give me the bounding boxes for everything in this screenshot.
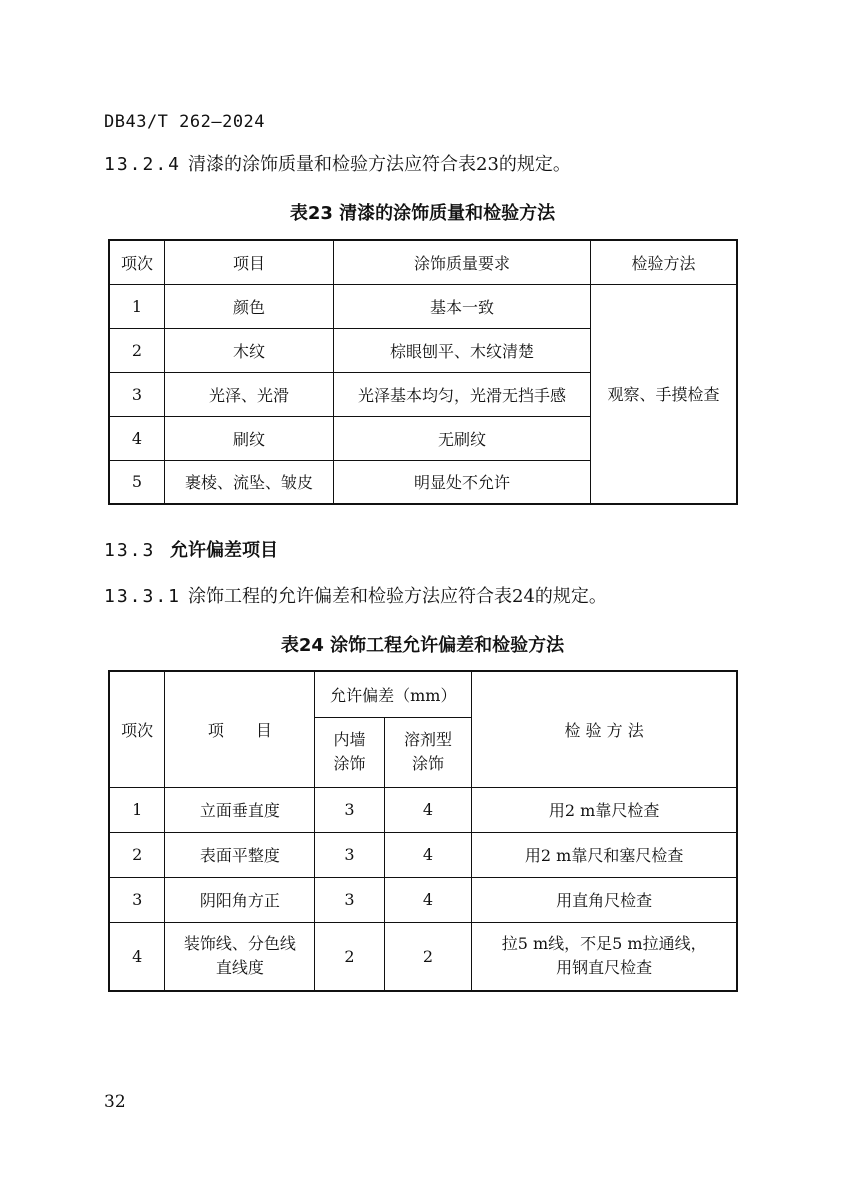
header-cell: 检 验 方 法 bbox=[472, 671, 737, 787]
header-cell: 项次 bbox=[109, 240, 165, 284]
header-cell: 项次 bbox=[109, 671, 165, 787]
row-solvent-value: 2 bbox=[384, 922, 472, 991]
table-header-row bbox=[109, 671, 737, 717]
inspection-method-cell: 观察、手摸检查 bbox=[591, 284, 738, 504]
row-number: 1 bbox=[109, 284, 165, 328]
row-requirement: 明显处不允许 bbox=[334, 460, 591, 504]
row-number: 1 bbox=[109, 787, 165, 832]
table-24 bbox=[108, 670, 738, 992]
header-cell: 涂饰质量要求 bbox=[334, 240, 591, 284]
row-requirement: 基本一致 bbox=[334, 284, 591, 328]
table-23-title: 表23 清漆的涂饰质量和检验方法 bbox=[289, 203, 556, 224]
item-line: 直线度 bbox=[215, 958, 264, 978]
row-method: 用2 m靠尺和塞尺检查 bbox=[472, 832, 737, 877]
row-requirement: 无刷纹 bbox=[334, 416, 591, 460]
table-row bbox=[109, 877, 737, 922]
document-code: DB43/T 262—2024 bbox=[104, 112, 266, 132]
clause-text: 清漆的涂饰质量和检验方法应符合表23的规定。 bbox=[188, 154, 571, 175]
row-item: 木纹 bbox=[165, 328, 334, 372]
row-number: 3 bbox=[109, 372, 165, 416]
header-line: 涂饰 bbox=[333, 754, 366, 773]
clause-number: 13.3.1 bbox=[104, 586, 182, 607]
header-cell: 项目 bbox=[165, 240, 334, 284]
item-line: 装饰线、分色线 bbox=[183, 934, 296, 954]
row-requirement: 光泽基本均匀，光滑无挡手感 bbox=[334, 372, 591, 416]
section-number: 13.3 bbox=[104, 540, 156, 561]
header-cell: 允许偏差（mm） bbox=[315, 671, 472, 717]
row-inner-value: 3 bbox=[315, 832, 384, 877]
clause-13-3-1 bbox=[104, 582, 607, 608]
header-cell: 检验方法 bbox=[591, 240, 738, 284]
row-number: 5 bbox=[109, 460, 165, 504]
row-number: 2 bbox=[109, 328, 165, 372]
row-inner-value: 3 bbox=[315, 877, 384, 922]
row-requirement: 棕眼刨平、木纹清楚 bbox=[334, 328, 591, 372]
row-solvent-value: 4 bbox=[384, 787, 472, 832]
row-item: 表面平整度 bbox=[165, 832, 315, 877]
row-item: 立面垂直度 bbox=[165, 787, 315, 832]
header-line: 内墙 bbox=[333, 730, 366, 749]
table-row bbox=[109, 284, 737, 328]
row-method bbox=[472, 922, 737, 991]
table-row bbox=[109, 787, 737, 832]
row-item: 刷纹 bbox=[165, 416, 334, 460]
clause-number: 13.2.4 bbox=[104, 154, 182, 175]
header-line: 溶剂型 bbox=[404, 730, 453, 749]
section-13-3-heading bbox=[104, 536, 278, 562]
method-line: 拉5 m线，不足5 m拉通线， bbox=[501, 934, 707, 954]
row-inner-value: 3 bbox=[315, 787, 384, 832]
section-title: 允许偏差项目 bbox=[170, 540, 278, 561]
row-method: 用直角尺检查 bbox=[472, 877, 737, 922]
row-item: 光泽、光滑 bbox=[165, 372, 334, 416]
header-line: 涂饰 bbox=[412, 754, 445, 773]
row-item: 阴阳角方正 bbox=[165, 877, 315, 922]
method-line: 用钢直尺检查 bbox=[556, 958, 653, 978]
row-method: 用2 m靠尺检查 bbox=[472, 787, 737, 832]
row-item: 裹棱、流坠、皱皮 bbox=[165, 460, 334, 504]
row-number: 4 bbox=[109, 416, 165, 460]
row-solvent-value: 4 bbox=[384, 877, 472, 922]
table-24-title: 表24 涂饰工程允许偏差和检验方法 bbox=[280, 635, 565, 656]
header-cell: 项 目 bbox=[165, 671, 315, 787]
row-number: 3 bbox=[109, 877, 165, 922]
clause-13-2-4 bbox=[104, 150, 571, 176]
row-solvent-value: 4 bbox=[384, 832, 472, 877]
clause-text: 涂饰工程的允许偏差和检验方法应符合表24的规定。 bbox=[188, 586, 607, 607]
table-23 bbox=[108, 239, 738, 505]
header-cell-inner-wall bbox=[315, 717, 384, 787]
table-row bbox=[109, 832, 737, 877]
table-header-row bbox=[109, 240, 737, 284]
table-row bbox=[109, 922, 737, 991]
row-item: 颜色 bbox=[165, 284, 334, 328]
page-number: 32 bbox=[104, 1092, 126, 1112]
row-inner-value: 2 bbox=[315, 922, 384, 991]
row-item bbox=[165, 922, 315, 991]
row-number: 4 bbox=[109, 922, 165, 991]
row-number: 2 bbox=[109, 832, 165, 877]
header-cell-solvent bbox=[384, 717, 472, 787]
